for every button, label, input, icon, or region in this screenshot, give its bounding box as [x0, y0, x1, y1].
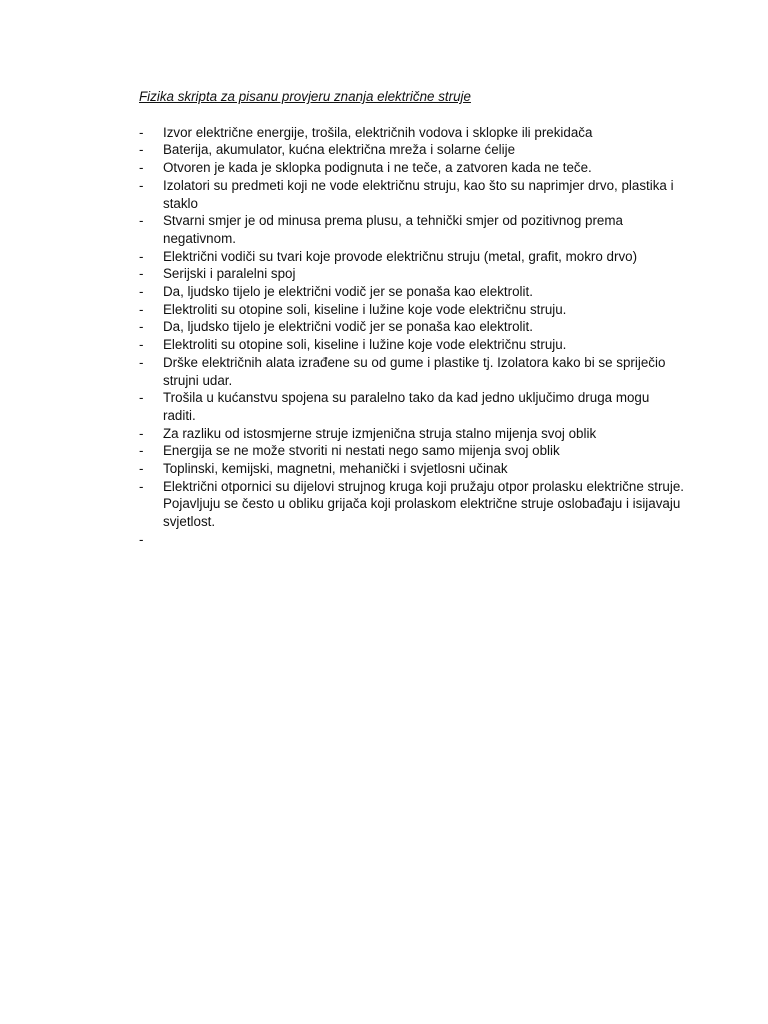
- list-item-text: Elektroliti su otopine soli, kiseline i lužine koje vode električnu struju.: [163, 301, 567, 317]
- list-item: [139, 301, 684, 319]
- document-title: Fizika skripta za pisanu provjeru znanja električne struje: [139, 89, 471, 104]
- list-item-text: Da, ljudsko tijelo je električni vodič jer se ponaša kao elektrolit.: [163, 284, 533, 300]
- list-item: [139, 283, 684, 301]
- bullet-dash: -: [139, 124, 144, 140]
- list-item: [139, 354, 684, 389]
- bullet-dash: -: [139, 248, 144, 264]
- list-item: [139, 460, 684, 478]
- list-item: [139, 265, 684, 283]
- list-item: [139, 248, 684, 266]
- list-item-text: Drške električnih alata izrađene su od gume i plastike tj. Izolatora kako bi se spriječio strujni udar.: [163, 354, 666, 388]
- list-item: [139, 212, 684, 247]
- bullet-dash: -: [139, 425, 144, 441]
- bullet-dash: -: [139, 531, 144, 547]
- list-item: [139, 478, 684, 531]
- list-item: [139, 442, 684, 460]
- list-item-text: Toplinski, kemijski, magnetni, mehanički i svjetlosni učinak: [163, 461, 508, 477]
- bullet-dash: -: [139, 284, 144, 300]
- bullet-dash: -: [139, 478, 144, 494]
- list-item: [139, 141, 684, 159]
- list-item: [139, 124, 684, 142]
- list-item-text: Energija se ne može stvoriti ni nestati nego samo mijenja svoj oblik: [163, 443, 560, 459]
- bullet-dash: -: [139, 390, 144, 406]
- list-item: [139, 531, 684, 549]
- list-item-text: Da, ljudsko tijelo je električni vodič jer se ponaša kao elektrolit.: [163, 319, 533, 335]
- bullet-dash: -: [139, 142, 144, 158]
- bullet-dash: -: [139, 266, 144, 282]
- bullet-dash: -: [139, 160, 144, 176]
- document-content: [139, 88, 684, 549]
- list-item: [139, 177, 684, 212]
- list-item: [139, 336, 684, 354]
- list-item-text: Elektroliti su otopine soli, kiseline i lužine koje vode električnu struju.: [163, 337, 567, 353]
- bullet-list: [139, 124, 684, 549]
- list-item-text: Serijski i paralelni spoj: [163, 266, 296, 282]
- bullet-dash: -: [139, 337, 144, 353]
- list-item-text: Izolatori su predmeti koji ne vode električnu struju, kao što su naprimjer drvo, plastika i staklo: [163, 177, 674, 211]
- list-item: [139, 389, 684, 424]
- bullet-dash: -: [139, 301, 144, 317]
- bullet-dash: -: [139, 213, 144, 229]
- bullet-dash: -: [139, 319, 144, 335]
- list-item-text: Izvor električne energije, trošila, električnih vodova i sklopke ili prekidača: [163, 124, 593, 140]
- list-item-text: Stvarni smjer je od minusa prema plusu, a tehnički smjer od pozitivnog prema negativnom.: [163, 213, 623, 246]
- list-item: [139, 425, 684, 443]
- list-item-text: Baterija, akumulator, kućna električna mreža i solarne ćelije: [163, 142, 516, 158]
- bullet-dash: -: [139, 443, 144, 459]
- bullet-dash: -: [139, 461, 144, 477]
- list-item: [139, 159, 684, 177]
- list-item-text: Električni otpornici su dijelovi strujnog kruga koji pružaju otpor prolasku električne struje. Pojavljuju se često u obliku grijača koji prolaskom električne struje oslobađaju i isijavaju svjetlost.: [163, 478, 684, 530]
- bullet-dash: -: [139, 177, 144, 193]
- list-item-text: Za razliku od istosmjerne struje izmjenična struja stalno mijenja svoj oblik: [163, 425, 597, 441]
- list-item: [139, 318, 684, 336]
- list-item-text: Trošila u kućanstvu spojena su paralelno tako da kad jedno uključimo druga mogu raditi.: [163, 390, 650, 423]
- list-item-text: Otvoren je kada je sklopka podignuta i ne teče, a zatvoren kada ne teče.: [163, 160, 592, 176]
- bullet-dash: -: [139, 354, 144, 370]
- list-item-text: Električni vodiči su tvari koje provode električnu struju (metal, grafit, mokro drvo): [163, 248, 638, 264]
